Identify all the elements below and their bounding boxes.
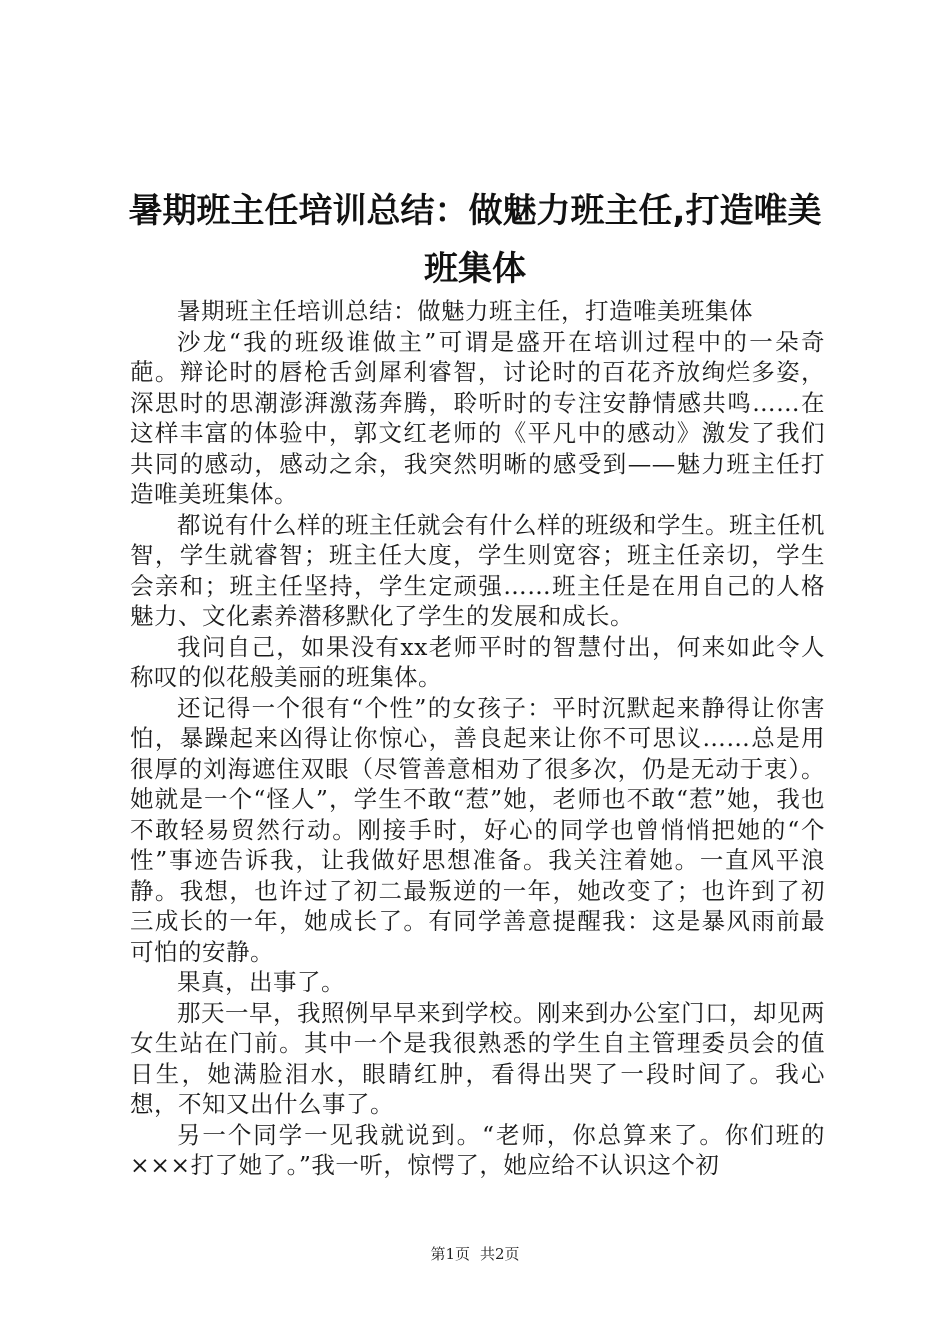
document-body — [130, 296, 825, 1181]
paragraph: 暑期班主任培训总结：做魅力班主任，打造唯美班集体 — [177, 297, 753, 325]
page-number: 第1页 — [430, 1245, 470, 1263]
page-footer — [0, 1243, 950, 1264]
paragraph: 果真，出事了。 — [177, 968, 345, 996]
paragraph: 沙龙“我的班级谁做主”可谓是盛开在培训过程中的一朵奇葩。辩论时的唇枪舌剑犀利睿智，讨论时的百花齐放绚烂多姿，深思时的思潮澎湃激荡奔腾，聆听时的专注安静情感共鸣……在这样丰富的体验中，郭文红老师的《平凡中的感动》激发了我们共同的感动，感动之余，我突然明晰的感受到——魅力班主任打造唯美班集体。 — [130, 327, 825, 508]
paragraph: 我问自己，如果没有xx老师平时的智慧付出，何来如此令人称叹的似花般美丽的班集体。 — [130, 632, 825, 691]
document-title: 暑期班主任培训总结：做魅力班主任,打造唯美班集体 — [128, 191, 822, 289]
paragraph: 都说有什么样的班主任就会有什么样的班级和学生。班主任机智，学生就睿智；班主任大度，学生则宽容；班主任亲切，学生会亲和；班主任坚持，学生定顽强……班主任是在用自己的人格魅力、文化素养潜移默化了学生的发展和成长。 — [130, 510, 825, 630]
paragraph: 那天一早，我照例早早来到学校。刚来到办公室门口，却见两女生站在门前。其中一个是我很熟悉的学生自主管理委员会的值日生，她满脸泪水，眼睛红肿，看得出哭了一段时间了。我心想，不知又出什么事了。 — [130, 998, 825, 1118]
paragraph: 还记得一个很有“个性”的女孩子：平时沉默起来静得让你害怕，暴躁起来凶得让你惊心，善良起来让你不可思议……总是用很厚的刘海遮住双眼（尽管善意相劝了很多次，仍是无动于衷）。她就是一个“怪人”，学生不敢“惹”她，老师也不敢“惹”她，我也不敢轻易贸然行动。刚接手时，好心的同学也曾悄悄把她的“个性”事迹告诉我，让我做好思想准备。我关注着她。一直风平浪静。我想，也许过了初二最叛逆的一年，她改变了；也许到了初三成长的一年，她成长了。有同学善意提醒我：这是暴风雨前最可怕的安静。 — [130, 693, 825, 966]
page-total: 共2页 — [480, 1245, 520, 1263]
paragraph: 另一个同学一见我就说到。“老师，你总算来了。你们班的×××打了她了。”我一听，惊愕了，她应给不认识这个初 — [130, 1120, 825, 1179]
